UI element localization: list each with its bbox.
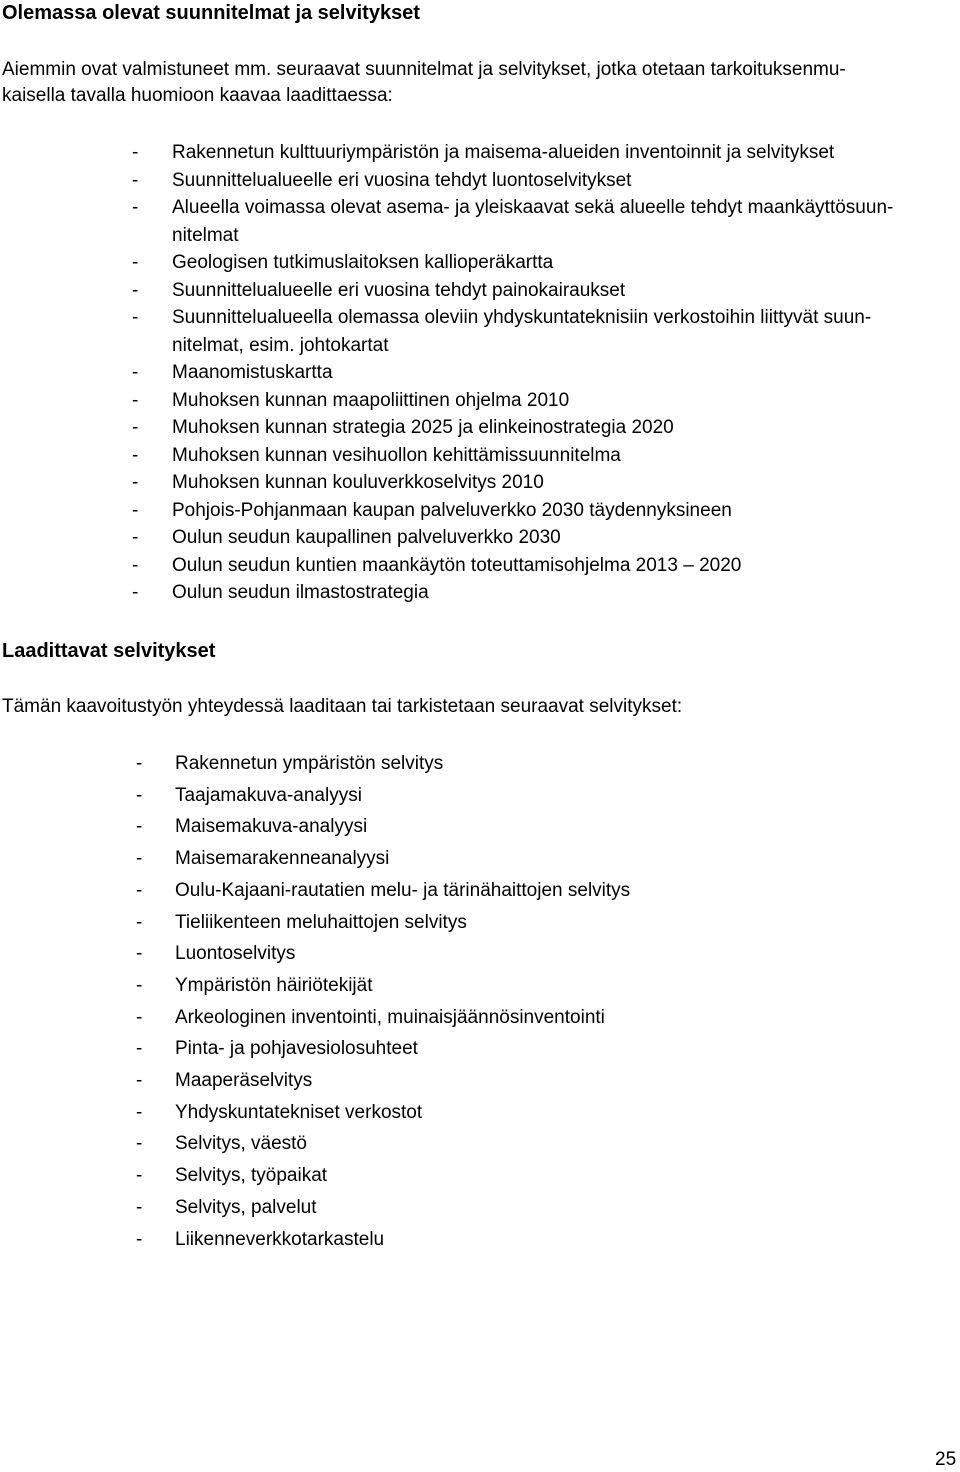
list-dash: - xyxy=(132,197,139,218)
list-item-line: Muhoksen kunnan strategia 2025 ja elinkeinostrategia 2020 xyxy=(172,417,674,438)
list-dash: - xyxy=(136,1006,143,1028)
list-item-text: Selvitys, työpaikat xyxy=(175,1165,328,1187)
list-dash: - xyxy=(132,417,139,438)
list-item xyxy=(130,579,955,607)
list-item-text: Arkeologinen inventointi, muinaisjäännösinventointi xyxy=(175,1006,605,1028)
list-item xyxy=(130,139,955,167)
list-item xyxy=(130,442,955,470)
list-item xyxy=(130,359,955,387)
list-item-line: Muhoksen kunnan kouluverkkoselvitys 2010 xyxy=(172,472,544,493)
list-dash: - xyxy=(132,554,139,576)
list-item-text xyxy=(172,387,955,415)
list-dash: - xyxy=(136,974,143,996)
list-item-line: Oulun seudun ilmastostrategia xyxy=(172,582,429,603)
list-dash: - xyxy=(136,848,143,870)
list-item-text xyxy=(172,194,955,249)
list-item-text xyxy=(172,414,955,442)
list-item-line: Oulun seudun kaupallinen palveluverkko 2030 xyxy=(172,527,561,548)
list-item xyxy=(130,304,955,359)
list-item-line: Rakennetun kulttuuriympäristön ja maisema-alueiden inventoinnit ja selvitykset xyxy=(172,142,835,163)
list-item xyxy=(130,524,955,552)
existing-plans-list xyxy=(130,139,955,607)
list-item-text xyxy=(172,167,955,195)
list-item xyxy=(130,875,830,907)
list-item-text: Rakennetun ympäristön selvitys xyxy=(175,753,444,774)
list-item-line: Pohjois-Pohjanmaan kaupan palveluverkko 2030 täydennyksineen xyxy=(172,499,732,521)
list-item xyxy=(130,907,830,939)
section-heading-existing-plans: Olemassa olevat suunnitelmat ja selvitykset xyxy=(2,2,420,24)
intro-paragraph xyxy=(2,57,952,109)
list-item-line: Suunnittelualueella olemassa oleviin yhdyskuntateknisiin verkostoihin liittyvät suun- xyxy=(172,307,872,328)
list-item xyxy=(130,1224,830,1256)
list-dash: - xyxy=(132,472,139,493)
list-dash: - xyxy=(136,1228,143,1250)
list-item xyxy=(130,780,830,812)
list-item-text xyxy=(172,359,955,387)
list-item xyxy=(130,970,830,1002)
list-item-line: Maanomistuskartta xyxy=(172,362,333,383)
page-number: 25 xyxy=(935,1449,957,1470)
list-item xyxy=(130,843,830,875)
list-item xyxy=(130,938,830,970)
list-dash: - xyxy=(136,784,143,806)
list-item xyxy=(130,469,955,497)
list-item xyxy=(130,748,830,780)
list-item-text xyxy=(172,249,955,277)
list-dash: - xyxy=(136,879,143,901)
list-item-text: Taajamakuva-analyysi xyxy=(175,784,362,806)
list-item xyxy=(130,1160,830,1192)
list-item-line: Suunnittelualueelle eri vuosina tehdyt luontoselvitykset xyxy=(172,169,632,191)
list-item xyxy=(130,1065,830,1097)
list-item xyxy=(130,1097,830,1129)
list-dash: - xyxy=(136,816,143,838)
list-item xyxy=(130,167,955,195)
list-item-text xyxy=(172,524,955,552)
list-item-text: Pinta- ja pohjavesiolosuhteet xyxy=(175,1038,418,1060)
list-dash: - xyxy=(132,252,139,273)
list-dash: - xyxy=(136,1070,143,1092)
list-dash: - xyxy=(132,444,139,466)
list-dash: - xyxy=(132,307,139,328)
list-dash: - xyxy=(136,1165,143,1187)
list-item xyxy=(130,194,955,249)
list-dash: - xyxy=(132,169,139,191)
list-dash: - xyxy=(132,142,139,163)
list-item-text xyxy=(172,497,955,525)
list-dash: - xyxy=(136,1101,143,1123)
list-item-text xyxy=(172,304,955,359)
list-item-text: Selvitys, palvelut xyxy=(175,1196,317,1218)
list-item-line: nitelmat xyxy=(172,224,239,246)
intro-line: Aiemmin ovat valmistuneet mm. seuraavat suunnitelmat ja selvitykset, jotka otetaan tarkoituksenmu- xyxy=(2,59,846,80)
list-dash: - xyxy=(132,389,139,411)
list-item-text: Maaperäselvitys xyxy=(175,1070,313,1092)
list-item-text: Selvitys, väestö xyxy=(175,1133,307,1155)
list-item-line: Muhoksen kunnan maapoliittinen ohjelma 2010 xyxy=(172,389,570,411)
list-dash: - xyxy=(132,362,139,383)
list-item xyxy=(130,1033,830,1065)
list-dash: - xyxy=(132,582,139,603)
list-item-text: Luontoselvitys xyxy=(175,943,296,965)
list-item xyxy=(130,1128,830,1160)
list-dash: - xyxy=(132,527,139,548)
section-heading-studies: Laadittavat selvitykset xyxy=(2,640,216,662)
studies-lead-text: Tämän kaavoitustyön yhteydessä laaditaan tai tarkistetaan seuraavat selvitykset: xyxy=(2,696,683,717)
list-dash: - xyxy=(136,1133,143,1155)
list-item xyxy=(130,811,830,843)
list-dash: - xyxy=(132,499,139,521)
intro-line: kaisella tavalla huomioon kaavaa laadittaessa: xyxy=(2,85,393,106)
list-item xyxy=(130,249,955,277)
list-item-line: Muhoksen kunnan vesihuollon kehittämissuunnitelma xyxy=(172,444,621,466)
list-item-text xyxy=(172,442,955,470)
list-item-line: Oulun seudun kuntien maankäytön toteuttamisohjelma 2013 – 2020 xyxy=(172,554,742,576)
list-item-text xyxy=(172,469,955,497)
list-item-text: Maisemakuva-analyysi xyxy=(175,816,368,838)
list-item-text: Maisemarakenneanalyysi xyxy=(175,848,390,870)
list-item-text: Oulu-Kajaani-rautatien melu- ja tärinähaittojen selvitys xyxy=(175,879,631,901)
list-item xyxy=(130,497,955,525)
list-dash: - xyxy=(136,1038,143,1060)
list-item-line: Alueella voimassa olevat asema- ja yleiskaavat sekä alueelle tehdyt maankäyttösuun- xyxy=(172,197,894,218)
list-dash: - xyxy=(136,911,143,933)
list-item xyxy=(130,414,955,442)
list-item-line: nitelmat, esim. johtokartat xyxy=(172,334,389,356)
list-item xyxy=(130,1002,830,1034)
list-item-text xyxy=(172,552,955,580)
list-item xyxy=(130,552,955,580)
list-item-text: Ympäristön häiriötekijät xyxy=(175,974,373,996)
list-item-text xyxy=(172,139,955,167)
list-item xyxy=(130,1192,830,1224)
list-item-text: Yhdyskuntatekniset verkostot xyxy=(175,1101,423,1123)
list-dash: - xyxy=(136,1196,143,1218)
list-item-text xyxy=(172,277,955,305)
list-item-text: Liikenneverkkotarkastelu xyxy=(175,1228,385,1250)
list-item xyxy=(130,387,955,415)
list-dash: - xyxy=(136,943,143,965)
list-dash: - xyxy=(136,753,143,774)
list-item xyxy=(130,277,955,305)
studies-list xyxy=(130,748,830,1255)
list-item-text xyxy=(172,579,955,607)
list-item-line: Suunnittelualueelle eri vuosina tehdyt painokairaukset xyxy=(172,279,626,301)
list-item-line: Geologisen tutkimuslaitoksen kallioperäkartta xyxy=(172,252,554,273)
list-dash: - xyxy=(132,279,139,301)
list-item-text: Tieliikenteen meluhaittojen selvitys xyxy=(175,911,467,933)
